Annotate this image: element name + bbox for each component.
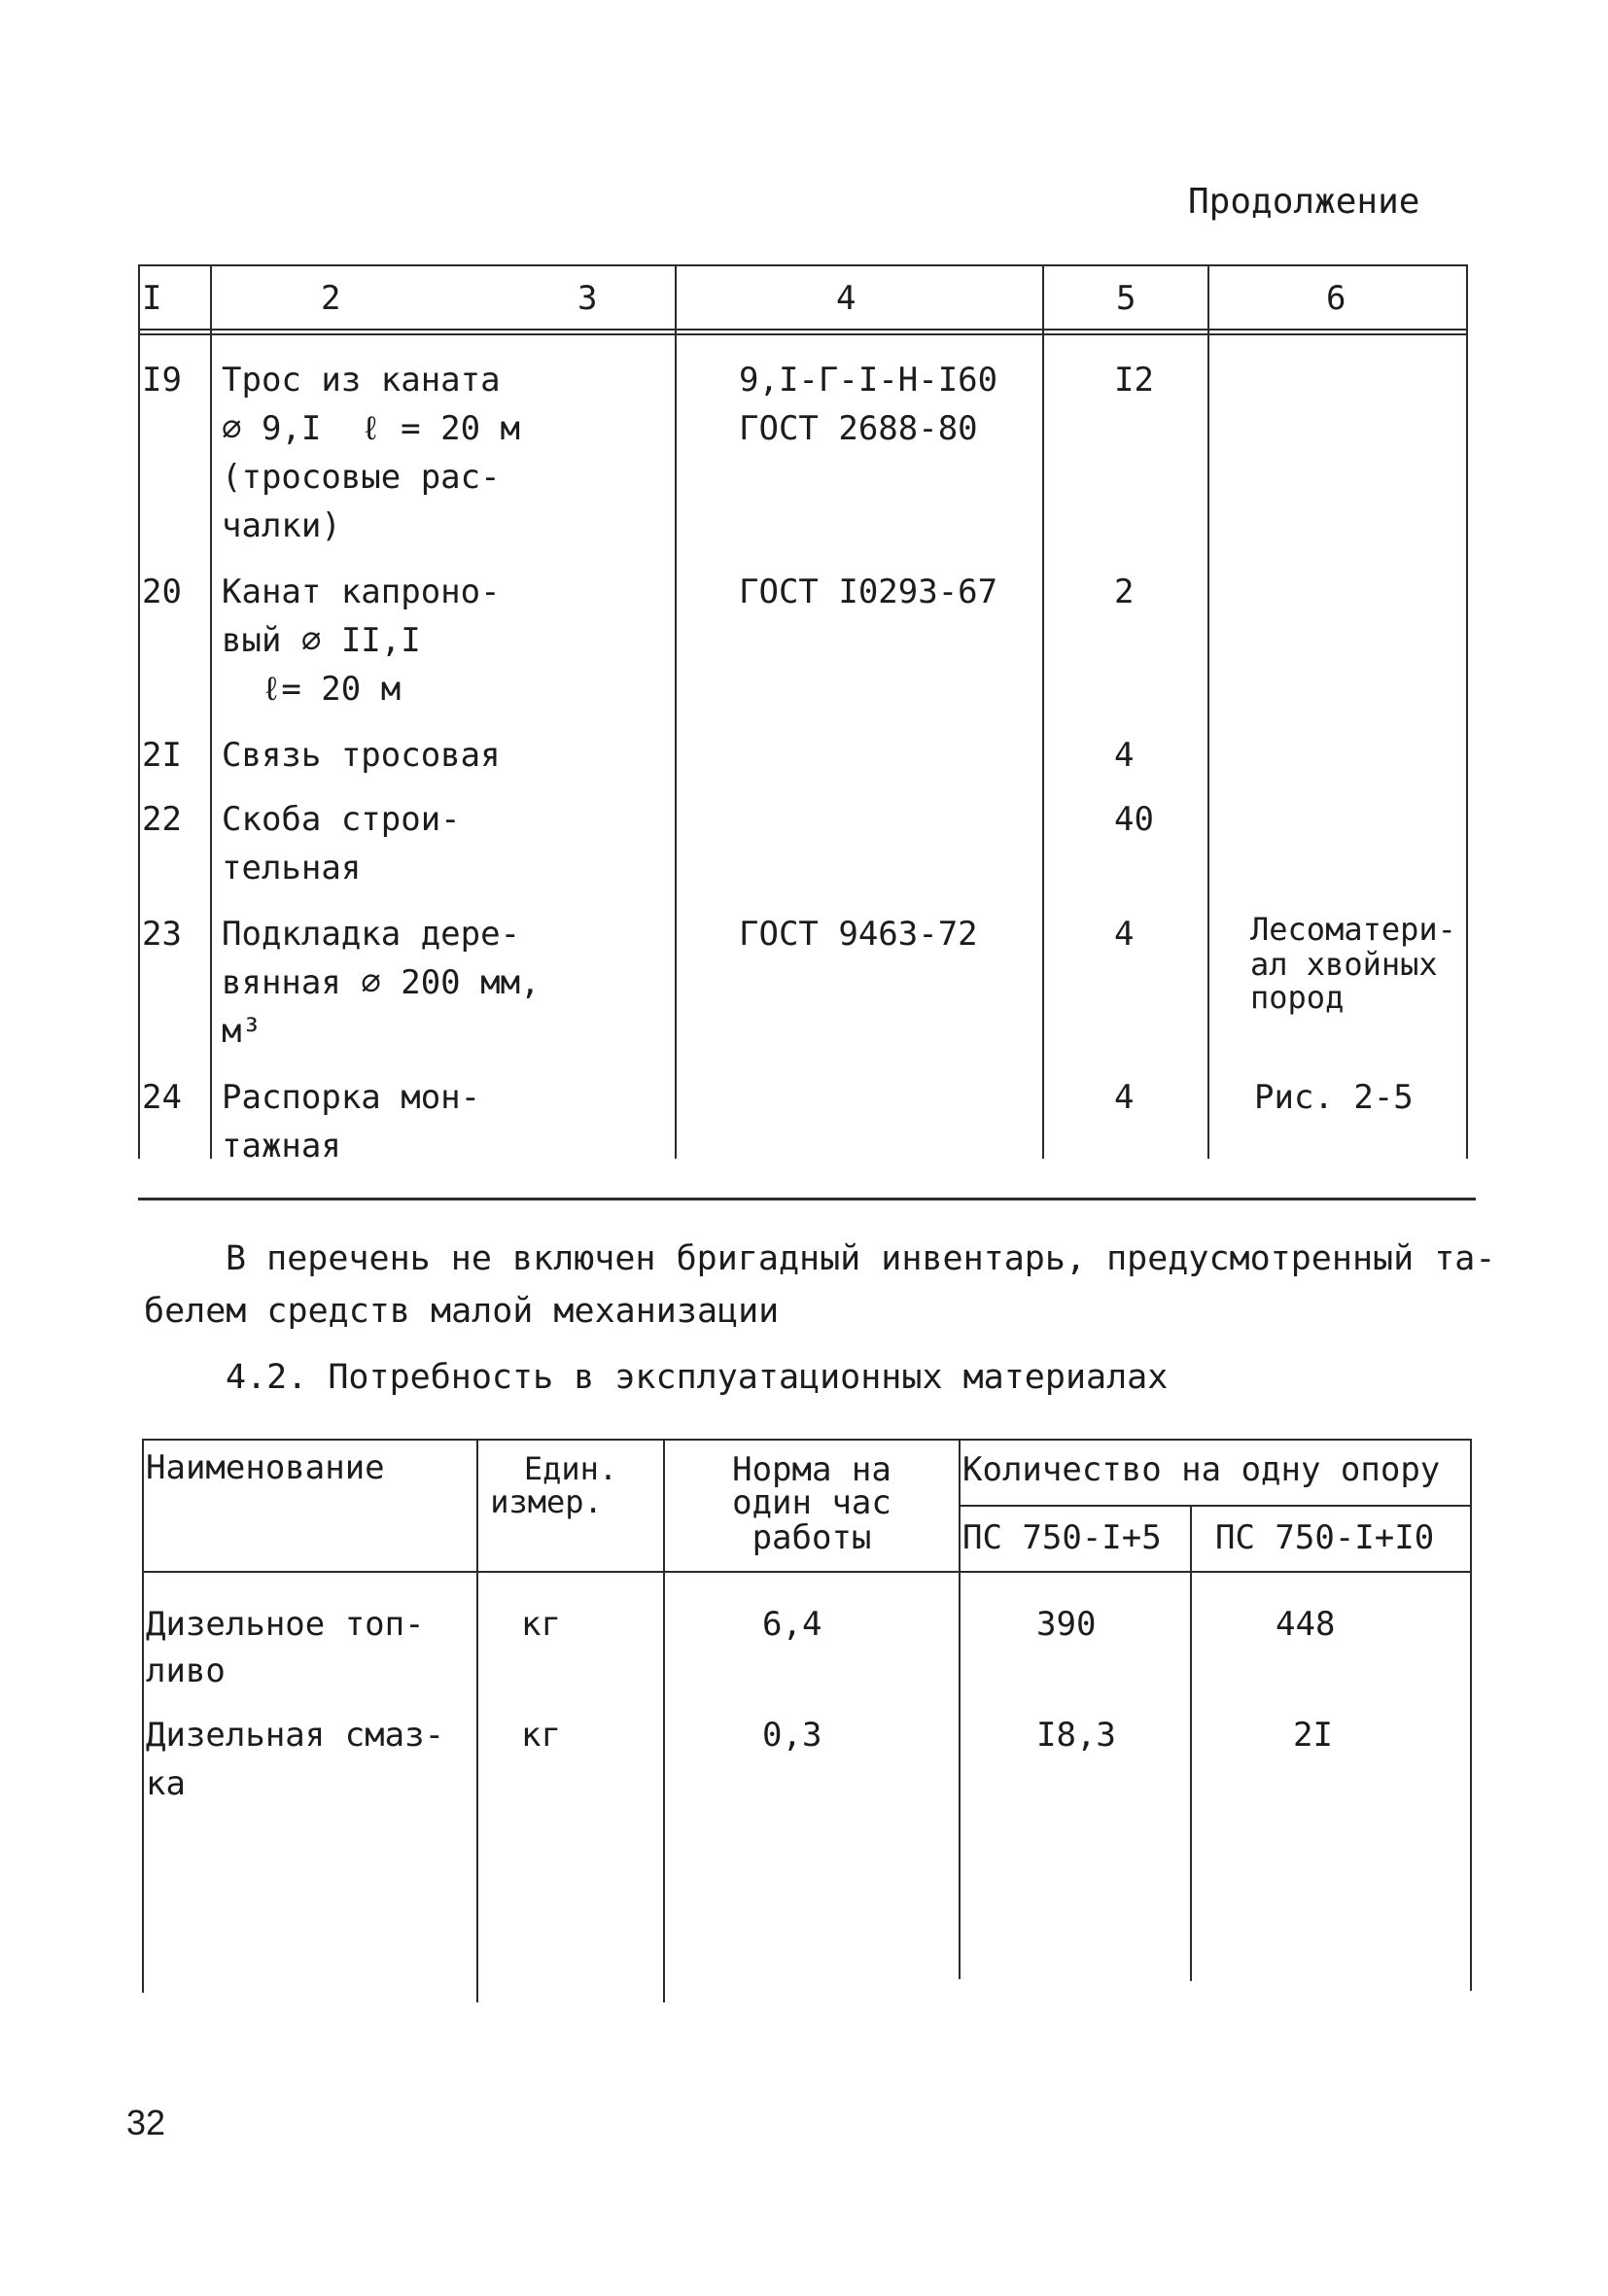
table2-header-norm: Норма на [732,1450,891,1489]
table2-vline-4 [1190,1505,1192,1981]
row-quantity: 4 [1114,736,1135,775]
row-name-line: ∅ 9,I ℓ = 20 м [222,409,520,448]
table2-header-unit: измер. [490,1483,603,1520]
paragraph-line: В перечень не включен бригадный инвентарь, предусмотренный та- [226,1239,1496,1278]
table2-vline-0 [142,1439,144,1993]
row-norm: 0,3 [762,1716,822,1755]
table1-header-col4: 4 [836,279,856,318]
row-qty1: 390 [1036,1605,1097,1644]
table1-top-rule [138,264,1466,266]
table2-header-qty-group: Количество на одну опору [962,1450,1441,1489]
row-norm: 6,4 [762,1605,822,1644]
table1-header-col1: I [142,279,162,318]
row-name-line: Дизельная смаз- [146,1716,445,1755]
row-note-line: ал хвойных [1250,946,1438,983]
table2-header-norm: один час [732,1483,891,1522]
row-name-line: ℓ= 20 м [222,670,402,709]
row-designation-line: ГОСТ I0293-67 [739,573,998,611]
row-name-line: Трос из каната [222,361,501,400]
table2-vline-3 [959,1439,961,1979]
row-number: 22 [142,800,182,839]
row-number: 2I [142,736,182,775]
table1-vline-2 [675,264,677,1159]
row-name-line: ка [146,1764,186,1803]
row-quantity: 4 [1114,1078,1135,1117]
table2-header-unit: Един. [523,1450,618,1487]
table1-header-rule [138,329,1466,330]
row-quantity: 2 [1114,573,1135,611]
table2-vline-5 [1470,1439,1472,1991]
row-name-line: тажная [222,1127,341,1165]
table2-header-name: Наименование [146,1448,385,1487]
row-unit: кг [521,1716,561,1755]
table1-header-col6: 6 [1326,279,1346,318]
row-note-line: Лесоматери- [1250,911,1456,948]
row-quantity: 4 [1114,915,1135,954]
table2-vline-1 [476,1439,478,2002]
row-name-line: Связь тросовая [222,736,501,775]
table1-header-rule-2 [138,333,1466,335]
table1-header-col3: 3 [577,279,598,318]
paragraph-line: белем средств малой механизации [144,1292,780,1331]
row-unit: кг [521,1605,561,1644]
row-designation-line: ГОСТ 2688-80 [739,409,978,448]
table2-top-rule [142,1439,1470,1441]
row-name-line: Подкладка дере- [222,915,521,954]
table1-vline-3 [1042,264,1044,1159]
table1-vline-1 [210,264,212,1159]
row-name-line: чалки) [222,506,341,545]
row-qty1: I8,3 [1036,1716,1116,1755]
row-name-line: Распорка мон- [222,1078,481,1117]
row-number: 20 [142,573,182,611]
section-title: 4.2. Потребность в эксплуатационных материалах [226,1358,1169,1397]
row-name-line: ливо [146,1652,226,1690]
row-qty2: 2I [1293,1716,1333,1755]
continuation-label: Продолжение [1188,182,1420,222]
row-number: 23 [142,915,182,954]
row-name-line: Дизельное топ- [146,1605,425,1644]
row-designation-line: ГОСТ 9463-72 [739,915,978,954]
row-name-line: вянная ∅ 200 мм, [222,963,541,1002]
page-number: 32 [126,2103,166,2142]
row-name-line: Скоба строи- [222,800,461,839]
table1-vline-5 [1466,264,1468,1159]
row-number: 24 [142,1078,182,1117]
table2-header-rule [142,1571,1470,1573]
row-name-line: тельная [222,849,362,887]
table2-header-qty-col: ПС 750-I+5 [962,1518,1162,1557]
table2-header-qty-col: ПС 750-I+I0 [1215,1518,1435,1557]
row-name-line: (тросовые рас- [222,458,501,497]
table2-subheader-rule [959,1505,1470,1507]
row-quantity: I2 [1114,361,1154,400]
row-name-line: вый ∅ II,I [222,621,421,660]
row-name-line: Канат капроно- [222,573,501,611]
table2-header-norm: работы [752,1518,872,1557]
row-quantity: 40 [1114,800,1154,839]
row-note-line: Рис. 2-5 [1254,1078,1414,1117]
table1-vline-4 [1207,264,1209,1159]
table1-vline-0 [138,264,140,1159]
row-designation-line: 9,I-Г-I-Н-I60 [739,361,998,400]
table1-bottom-rule [138,1198,1476,1200]
table1-header-col5: 5 [1116,279,1136,318]
row-number: I9 [142,361,182,400]
row-name-line: м³ [222,1012,262,1051]
row-note-line: пород [1250,979,1345,1016]
row-qty2: 448 [1276,1605,1336,1644]
table1-header-col2: 2 [321,279,341,318]
